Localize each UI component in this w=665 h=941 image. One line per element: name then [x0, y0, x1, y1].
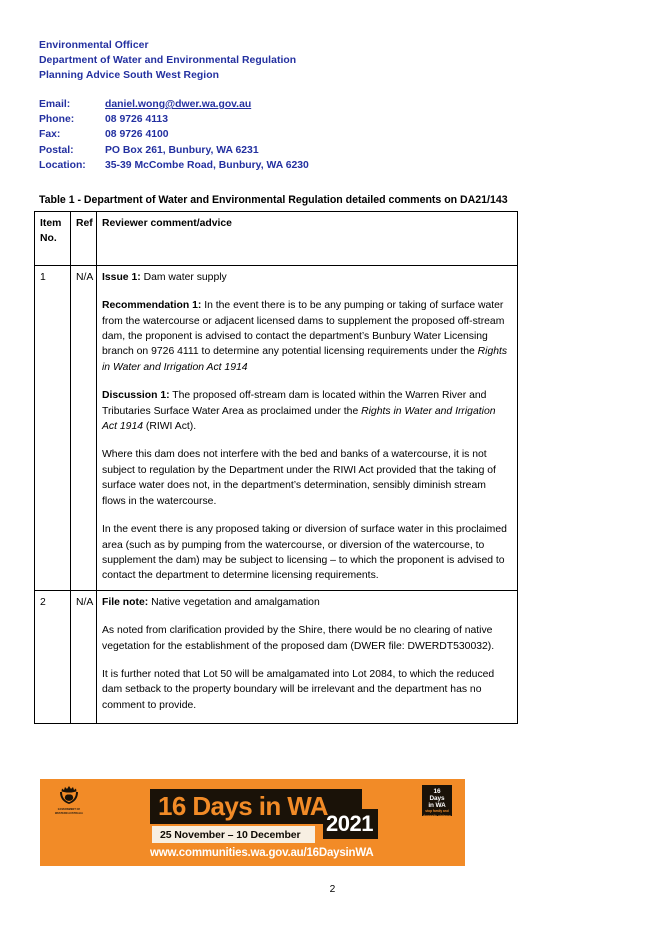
contact-row-postal — [39, 143, 309, 158]
paragraph-lead: Discussion 1: — [102, 390, 170, 402]
contact-row-location — [39, 158, 309, 173]
row-ref: N/A — [71, 590, 97, 723]
paragraph-issue-1 — [102, 270, 512, 285]
contact-value-location: 35-39 McCombe Road, Bunbury, WA 6230 — [105, 159, 309, 171]
badge-line1: 16 — [433, 788, 441, 795]
paragraph-amalgamation: It is further noted that Lot 50 will be amalgamated into Lot 2084, to which the reduced dam setback to the property boundary will be irrelevant and the department has no comment to provide. — [102, 668, 495, 711]
contact-label-fax: Fax: — [39, 129, 61, 141]
contact-label-postal: Postal: — [39, 144, 74, 156]
column-header-item-no-line2: No. — [40, 233, 57, 245]
column-header-ref: Ref — [71, 212, 97, 266]
table-row — [35, 590, 518, 723]
contact-row-phone — [39, 112, 309, 127]
column-header-item-no — [35, 212, 71, 266]
contact-value-postal: PO Box 261, Bunbury, WA 6231 — [105, 144, 259, 156]
column-header-comment: Reviewer comment/advice — [97, 212, 518, 266]
table-body — [35, 265, 518, 723]
paragraph-lead: Issue 1: — [102, 271, 141, 283]
campaign-banner — [40, 779, 465, 866]
contact-role: Environmental Officer — [39, 40, 149, 51]
contact-label-location: Location: — [39, 159, 86, 171]
paragraph-lead: Recommendation 1: — [102, 300, 202, 312]
email-link[interactable]: daniel.wong@dwer.wa.gov.au — [105, 99, 252, 110]
contact-header — [39, 38, 509, 173]
row-comment — [97, 265, 518, 590]
paragraph-italic-act: Rights in Water and Irrigation Act 1914 — [102, 405, 496, 433]
contact-label-email: Email: — [39, 99, 71, 110]
banner-title: 16 Days in WA — [158, 791, 328, 821]
contact-details-table — [39, 97, 309, 173]
paragraph-text: In the event there is to be any pumping or taking of surface water from the watercourse or adjacent licensed dams to supplement the proposed off-stream dam, the proponent is advised to contact the department’s Bunbury Water Licensing branch on 9726 4111 to determine any potential licensing requirements under the — [102, 300, 505, 358]
table-row — [35, 265, 518, 590]
contact-value-fax: 08 9726 4100 — [105, 129, 169, 141]
paragraph-text-after: (RIWI Act). — [143, 421, 197, 433]
table-header-row — [35, 212, 518, 266]
comments-table — [34, 211, 518, 724]
banner-url[interactable]: www.communities.wa.gov.au/16DaysinWA — [150, 847, 374, 859]
column-header-item-no-line1: Item — [40, 218, 62, 229]
table-caption: Table 1 - Department of Water and Environmental Regulation detailed comments on DA21/143 — [39, 194, 508, 206]
badge-line2: Days — [429, 795, 445, 802]
row-item-no: 2 — [35, 590, 71, 723]
contact-row-fax — [39, 127, 309, 142]
paragraph-lead: File note: — [102, 596, 149, 608]
contact-row-email — [39, 97, 309, 112]
contact-value-email — [105, 97, 309, 112]
row-item-no: 1 — [35, 265, 71, 590]
paragraph-discussion-1 — [102, 388, 512, 434]
contact-label-phone: Phone: — [39, 114, 75, 126]
paragraph-native-vegetation: As noted from clarification provided by the Shire, there would be no clearing of native vegetation for the establishment of the proposed dam (DWER file: DWERDT530032). — [102, 625, 495, 652]
wa-government-crest-icon — [52, 785, 86, 815]
campaign-badge-icon — [422, 785, 452, 816]
paragraph-text: Dam water supply — [140, 271, 227, 283]
badge-subtitle: stop family and domestic violence — [423, 809, 451, 818]
paragraph-file-note — [102, 595, 512, 610]
paragraph-bed-and-banks: Where this dam does not interfere with the bed and banks of a watercourse, it is not subject to regulation by the Department under the RIWI Act provided that the taking of surface water does not, in the department’s determination, sensibly diminish stream flows in the watercourse. — [102, 449, 496, 507]
contact-value-phone: 08 9726 4113 — [105, 114, 168, 126]
page-number: 2 — [329, 884, 336, 895]
paragraph-proposed-taking: In the event there is any proposed taking or diversion of surface water in this proclaimed area (such as by pumping from the watercourse, or diversion of the watercourse, to supplement the dam) may be subject to licensing – to which the proponent is advised to contact the department to determine licensing requirements. — [102, 524, 507, 582]
row-ref: N/A — [71, 265, 97, 590]
table-head — [35, 212, 518, 266]
crest-caption-line1: GOVERNMENT OF — [57, 808, 81, 811]
row-comment — [97, 590, 518, 723]
paragraph-recommendation-1 — [102, 298, 512, 375]
paragraph-italic-act: Rights in Water and Irrigation Act 1914 — [102, 346, 508, 373]
contact-department: Department of Water and Environmental Regulation — [39, 55, 297, 66]
contact-unit: Planning Advice South West Region — [39, 70, 220, 81]
badge-line3: in WA — [428, 802, 446, 809]
paragraph-text: Native vegetation and amalgamation — [148, 596, 320, 608]
banner-year: 2021 — [326, 811, 373, 836]
crest-caption-line2: WESTERN AUSTRALIA — [54, 812, 84, 815]
banner-dates: 25 November – 10 December — [160, 829, 301, 841]
paragraph-text: The proposed off-stream dam is located within the Warren River and Tributaries Surface Water Area as proclaimed under the — [102, 390, 487, 417]
